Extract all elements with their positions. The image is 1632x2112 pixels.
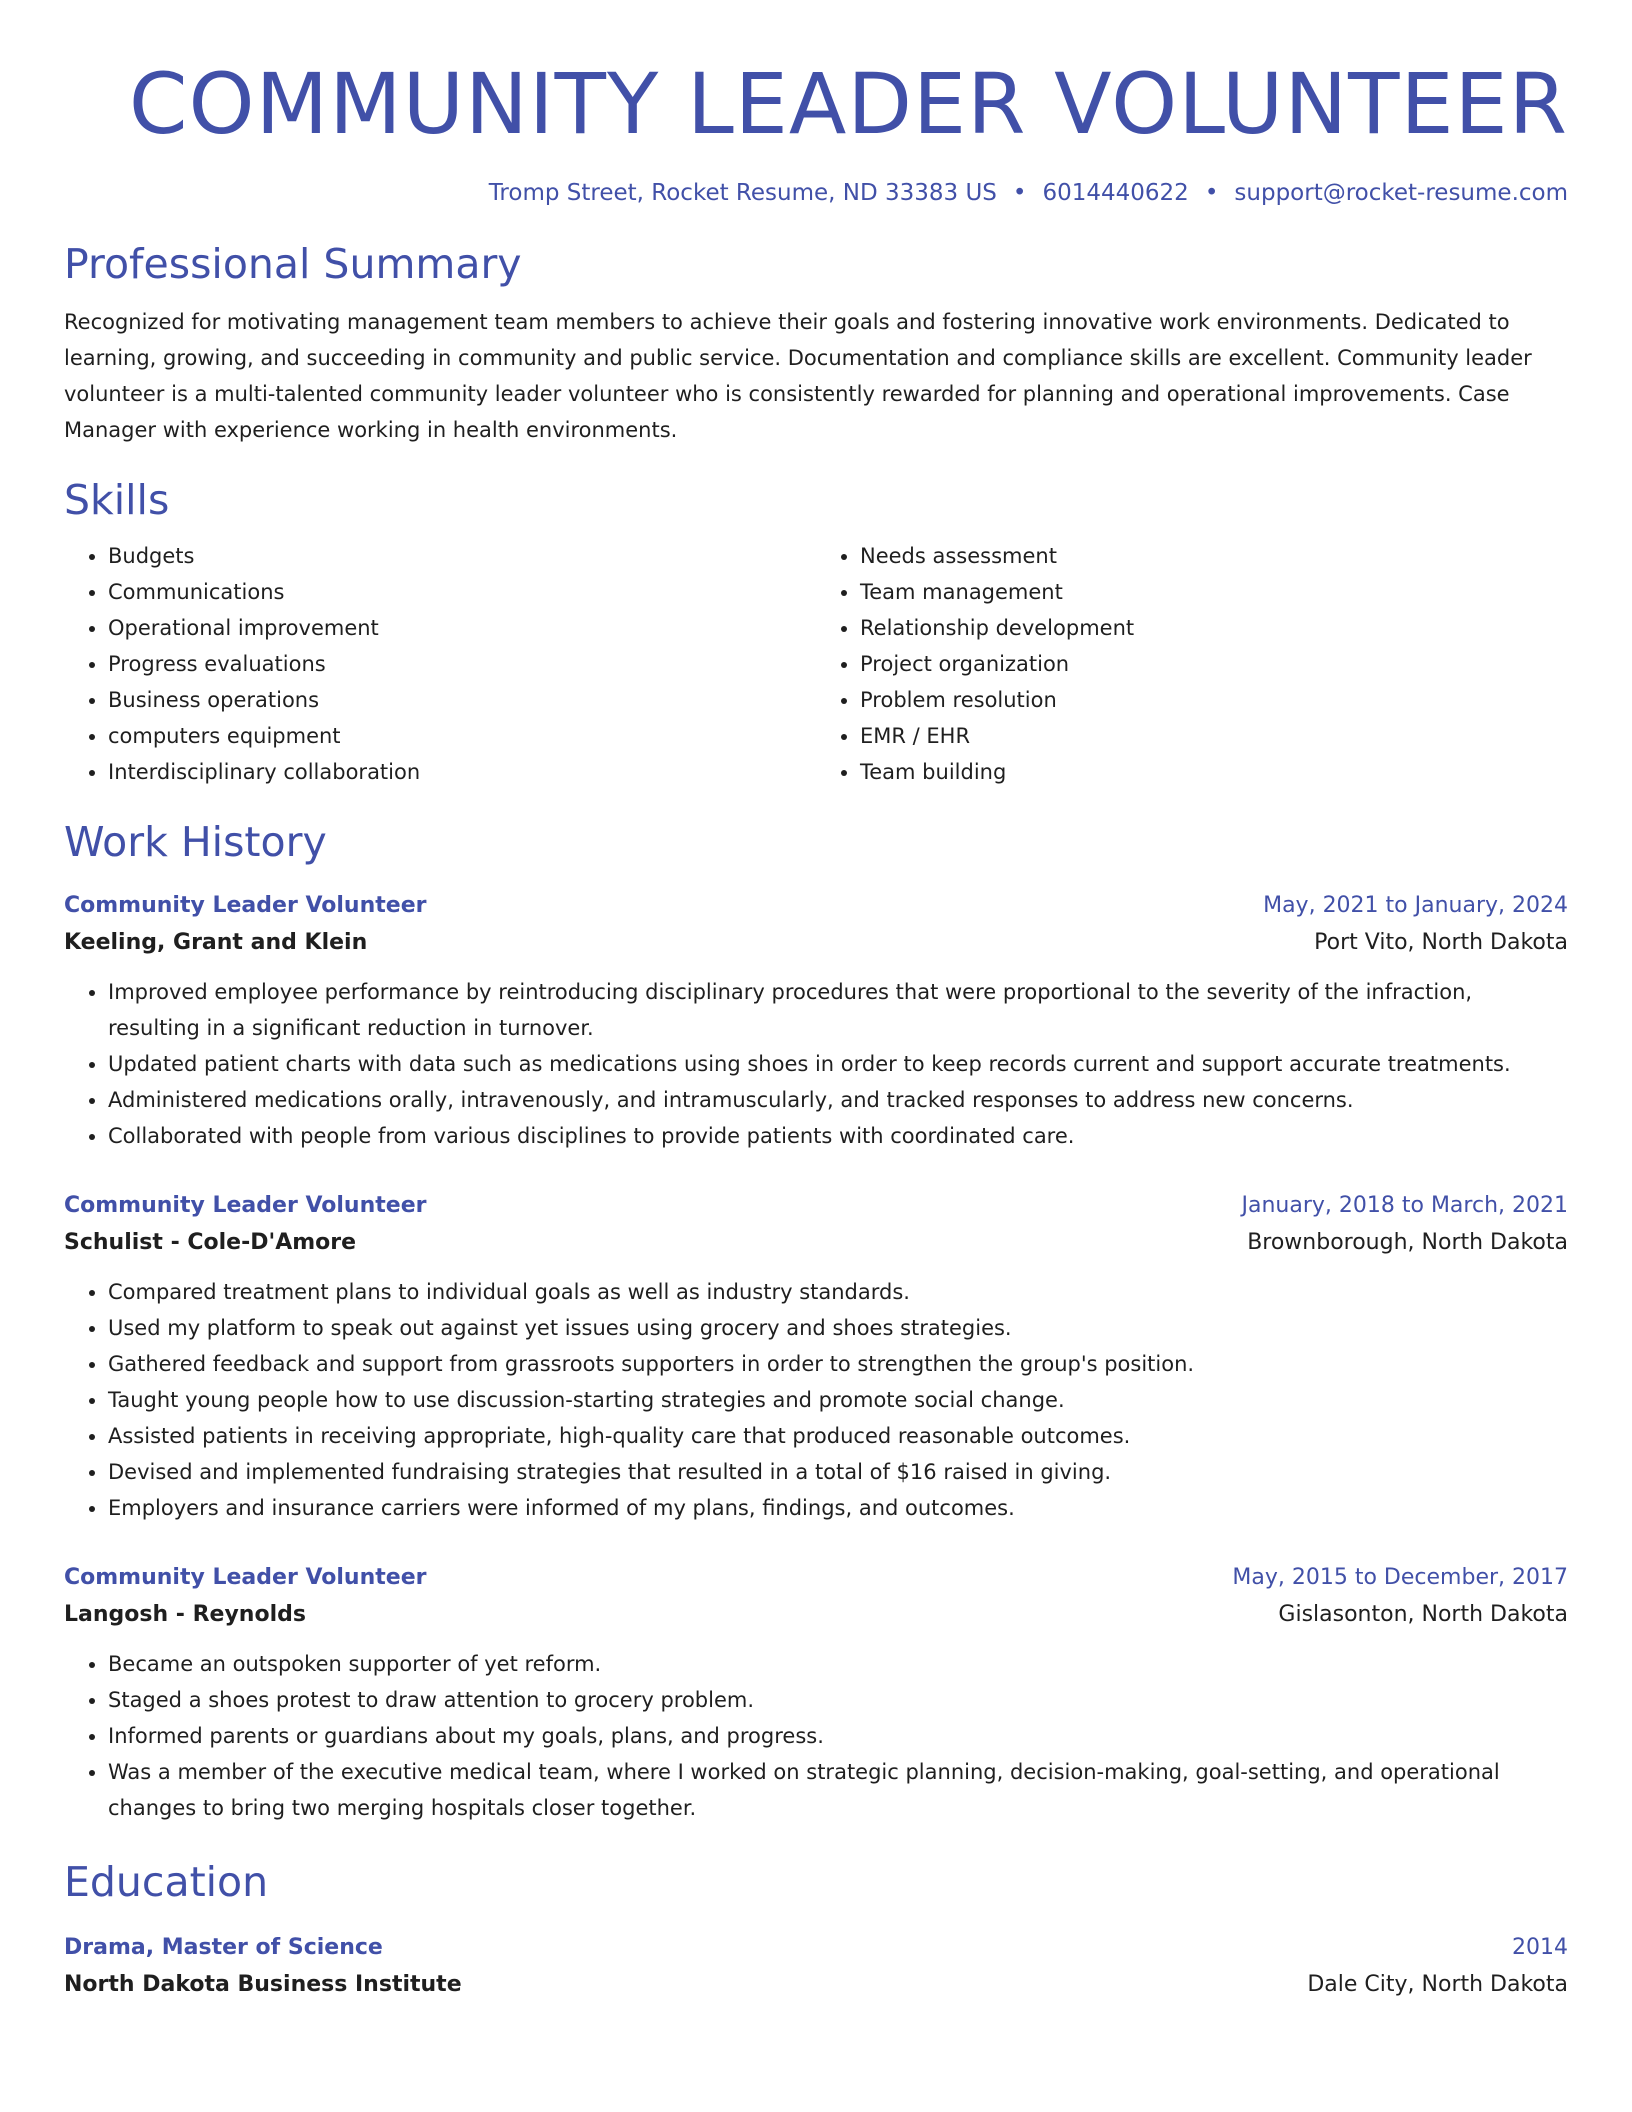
skill-item: • Needs assessment: [860, 538, 1568, 574]
job-bullet: • Informed parents or guardians about my goals, plans, and progress.: [108, 1718, 1568, 1754]
job-title: Community Leader Volunteer: [64, 1193, 427, 1218]
summary-heading: Professional Summary: [64, 240, 522, 288]
skill-item: • Relationship development: [860, 610, 1568, 646]
education-school-row: [64, 1966, 1568, 2004]
skills-left-column: [64, 538, 816, 790]
job-bullet: • Devised and implemented fundraising strategies that resulted in a total of $16 raised in giving.: [108, 1454, 1568, 1490]
skill-item: • Communications: [108, 574, 816, 610]
job-bullet: • Used my platform to speak out against yet issues using grocery and shoes strategies.: [108, 1310, 1568, 1346]
contact-phone: 6014440622: [1042, 180, 1189, 206]
skill-item: • Business operations: [108, 682, 816, 718]
job-dates: May, 2021 to January, 2024: [1263, 893, 1568, 918]
skill-item: • Operational improvement: [108, 610, 816, 646]
education-degree-row: [64, 1930, 1568, 1966]
job-title: Community Leader Volunteer: [64, 893, 427, 918]
candidate-name: COMMUNITY LEADER VOLUNTEER: [128, 55, 1568, 153]
job-bullet: • Improved employee performance by reintroducing disciplinary procedures that were proportional to the severity of the infraction, resulting in a significant reduction in turnover.: [108, 974, 1568, 1046]
contact-separator: •: [1012, 180, 1027, 206]
job-title-row: [64, 888, 1568, 924]
education-location: Dale City, North Dakota: [1307, 1972, 1568, 1997]
job-dates: January, 2018 to March, 2021: [1241, 1193, 1568, 1218]
job-bullet: • Collaborated with people from various disciplines to provide patients with coordinated care.: [108, 1118, 1568, 1154]
job-entry: [64, 888, 1568, 1154]
summary-section: [64, 238, 1568, 448]
skill-item: • Team building: [860, 754, 1568, 790]
work-history-heading: Work History: [64, 818, 327, 866]
skill-item: • EMR / EHR: [860, 718, 1568, 754]
job-bullet: • Employers and insurance carriers were informed of my plans, findings, and outcomes.: [108, 1490, 1568, 1526]
job-bullet: • Staged a shoes protest to draw attention to grocery problem.: [108, 1682, 1568, 1718]
skills-columns: [64, 538, 1568, 790]
job-bullet: • Compared treatment plans to individual goals as well as industry standards.: [108, 1274, 1568, 1310]
job-bullets: [64, 1274, 1568, 1526]
skill-item: • Problem resolution: [860, 682, 1568, 718]
skills-section: [64, 474, 1568, 790]
job-location: Port Vito, North Dakota: [1314, 930, 1568, 955]
job-bullet: • Administered medications orally, intravenously, and intramuscularly, and tracked responses to address new concerns.: [108, 1082, 1568, 1118]
job-title-row: [64, 1188, 1568, 1224]
contact-email: support@rocket-resume.com: [1234, 180, 1568, 206]
skill-item: • Team management: [860, 574, 1568, 610]
education-school: North Dakota Business Institute: [64, 1972, 462, 1997]
job-dates: May, 2015 to December, 2017: [1232, 1565, 1568, 1590]
skills-heading: Skills: [64, 476, 170, 524]
education-entry: [64, 1930, 1568, 2004]
job-location: Gislasonton, North Dakota: [1278, 1602, 1568, 1627]
education-degree: Drama, Master of Science: [64, 1935, 383, 1960]
education-heading: Education: [64, 1858, 269, 1906]
job-entry: [64, 1560, 1568, 1826]
job-company: Keeling, Grant and Klein: [64, 930, 368, 955]
summary-text: Recognized for motivating management team members to achieve their goals and fostering innovative work environments. Dedicated to learning, growing, and succeeding in community and public service. Documentation and compliance skills are excellent. Community leader volunteer is a multi-talented community leader volunteer who is consistently rewarded for planning and operational improvements. Case Manager with experience working in health environments.: [64, 310, 1532, 442]
job-company-row: [64, 1596, 1568, 1634]
skill-item: • Budgets: [108, 538, 816, 574]
education-year: 2014: [1512, 1935, 1568, 1960]
job-bullet: • Gathered feedback and support from grassroots supporters in order to strengthen the group's position.: [108, 1346, 1568, 1382]
job-bullet: • Was a member of the executive medical team, where I worked on strategic planning, decision-making, goal-setting, and operational changes to bring two merging hospitals closer together.: [108, 1754, 1568, 1826]
job-company: Schulist - Cole-D'Amore: [64, 1230, 357, 1255]
contact-address: Tromp Street, Rocket Resume, ND 33383 US: [488, 180, 997, 206]
skill-item: • computers equipment: [108, 718, 816, 754]
job-bullet: • Became an outspoken supporter of yet reform.: [108, 1646, 1568, 1682]
job-bullet: • Taught young people how to use discussion-starting strategies and promote social change.: [108, 1382, 1568, 1418]
contact-line: [64, 178, 1568, 208]
job-bullet: • Updated patient charts with data such as medications using shoes in order to keep records current and support accurate treatments.: [108, 1046, 1568, 1082]
job-company-row: [64, 1224, 1568, 1262]
skill-item: • Project organization: [860, 646, 1568, 682]
job-company-row: [64, 924, 1568, 962]
job-title: Community Leader Volunteer: [64, 1565, 427, 1590]
skill-item: • Progress evaluations: [108, 646, 816, 682]
work-history-section: [64, 816, 1568, 1826]
job-title-row: [64, 1560, 1568, 1596]
job-location: Brownborough, North Dakota: [1247, 1230, 1568, 1255]
resume-header: [64, 56, 1568, 208]
skills-right-column: [816, 538, 1568, 790]
contact-separator: •: [1204, 180, 1219, 206]
skill-item: • Interdisciplinary collaboration: [108, 754, 816, 790]
job-bullet: • Assisted patients in receiving appropriate, high-quality care that produced reasonable outcomes.: [108, 1418, 1568, 1454]
job-entry: [64, 1188, 1568, 1526]
education-section: [64, 1856, 1568, 2004]
job-company: Langosh - Reynolds: [64, 1602, 306, 1627]
job-bullets: [64, 974, 1568, 1154]
job-bullets: [64, 1646, 1568, 1826]
